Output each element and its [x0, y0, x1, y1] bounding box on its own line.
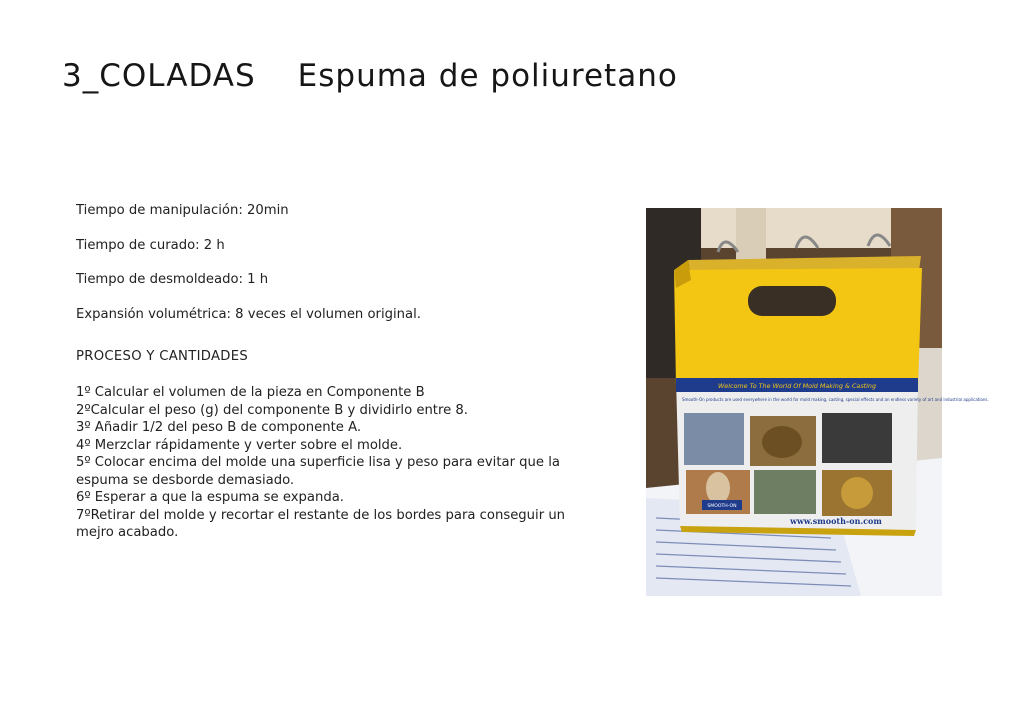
step-6: 6º Esperar a que la espuma se expanda.: [76, 490, 344, 505]
step-4: 4º Merzclar rápidamente y verter sobre el molde.: [76, 437, 403, 453]
spec-demold-time: Tiempo de desmoldeado: 1 h: [76, 272, 269, 288]
page-title: Espuma de poliuretano: [297, 58, 678, 94]
specs-list: [76, 203, 421, 341]
step-1: 1º Calcular el volumen de la pieza en Componente B: [76, 385, 425, 400]
process-heading: PROCESO Y CANTIDADES: [76, 349, 249, 364]
spec-handling-time: Tiempo de manipulación: 20min: [76, 203, 289, 218]
box-banner-text: Welcome To The World Of Mold Making & Casting: [717, 382, 877, 390]
process-steps: [76, 384, 606, 542]
step-3: 3º Añadir 1/2 del peso B de componente A.: [76, 420, 362, 435]
box-brand-label: SMOOTH-ON: [707, 504, 737, 509]
product-photo-illustration: [646, 208, 989, 596]
product-photo: [646, 208, 989, 596]
page-header: [62, 58, 678, 94]
spec-expansion: Expansión volumétrica: 8 veces el volumen original.: [76, 306, 421, 322]
step-5: 5º Colocar encima del molde una superficie lisa y peso para evitar que la espuma se desborde demasiado.: [76, 455, 560, 488]
step-7: 7ºRetirar del molde y recortar el restante de los bordes para conseguir un mejro acabado.: [76, 507, 566, 540]
box-url-text: www.smooth-on.com: [790, 516, 882, 526]
box-description-text: Smooth-On products are used everywhere in the world for mold making, casting, special effects and an endless variety of art and industrial applications.: [682, 397, 989, 402]
section-code: 3_COLADAS: [62, 58, 256, 94]
step-2: 2ºCalcular el peso (g) del componente B y dividirlo entre 8.: [76, 402, 468, 418]
spec-curing-time: Tiempo de curado: 2 h: [76, 237, 225, 253]
